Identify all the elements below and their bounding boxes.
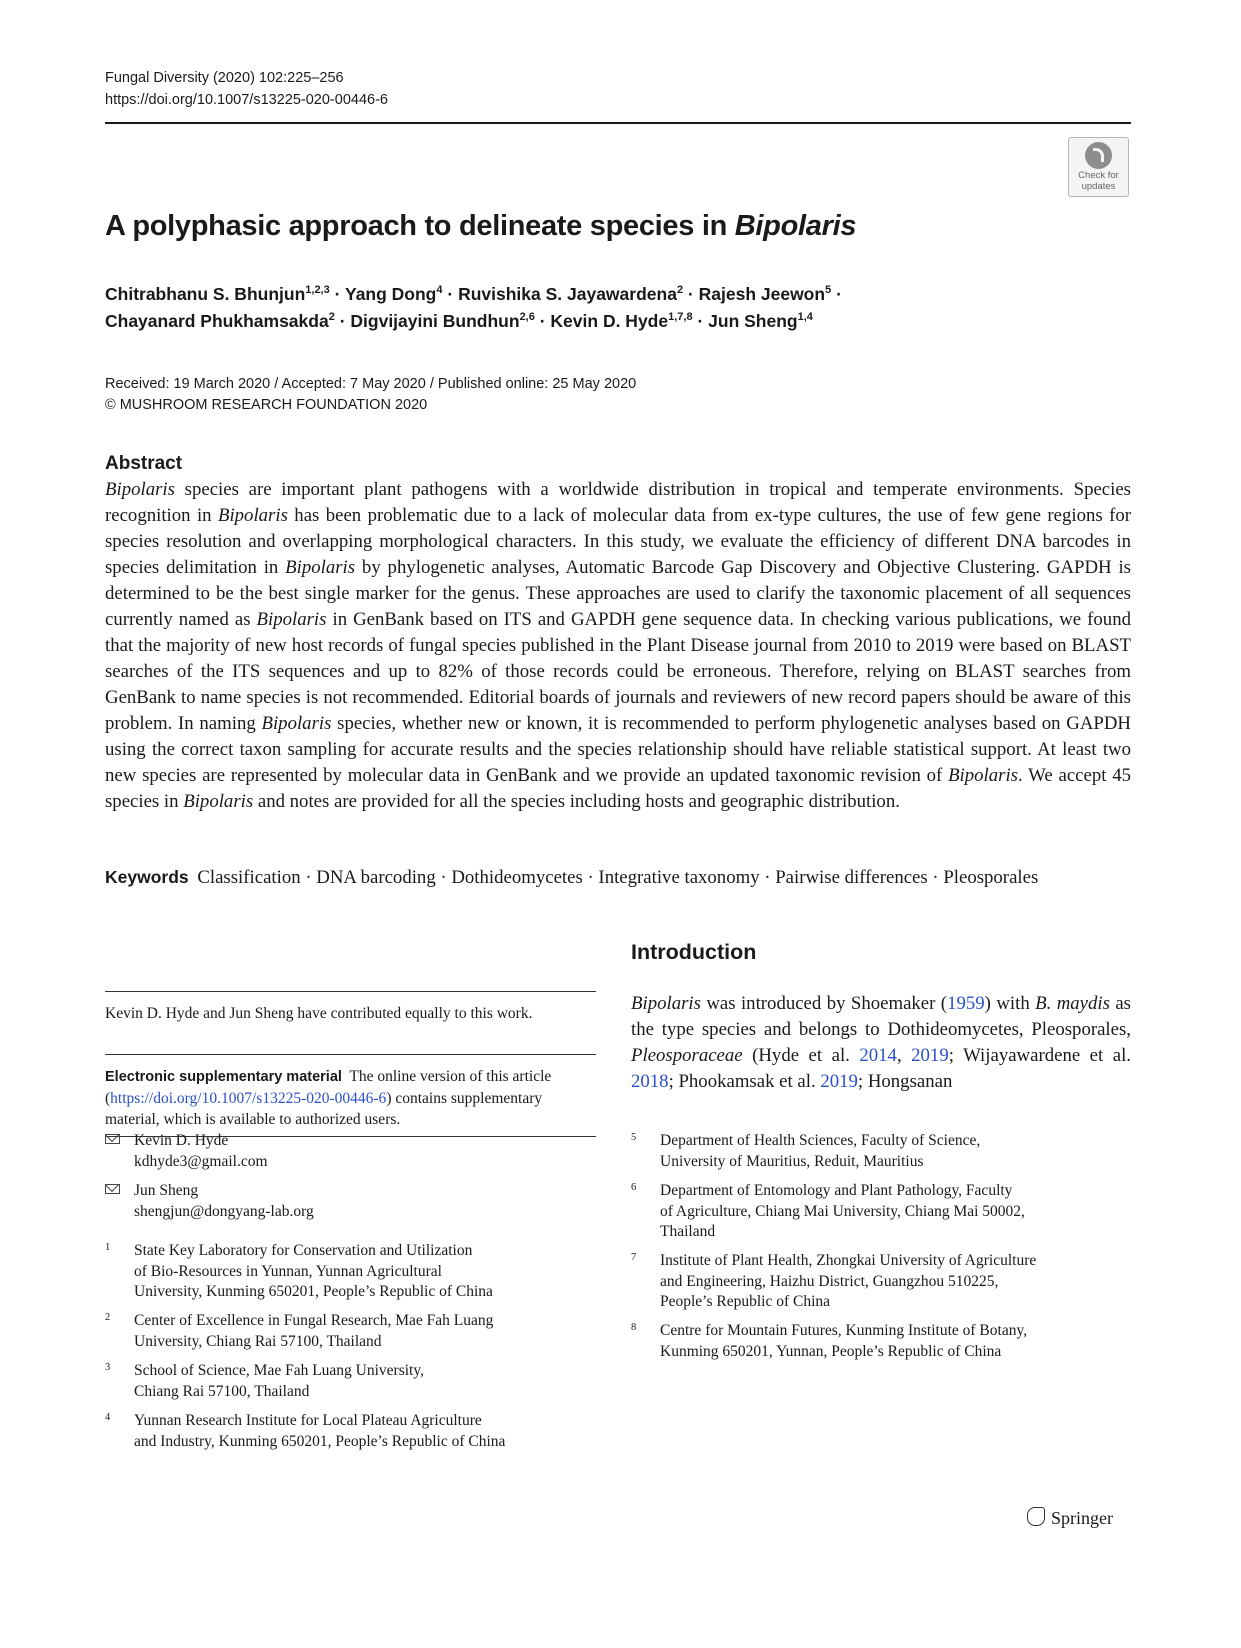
- author-affiliation-marks: 5: [825, 284, 832, 297]
- affiliation-line: Kunming 650201, Yunnan, People’s Republic of China: [660, 1342, 1002, 1360]
- author-name: Kevin D. Hyde: [550, 311, 669, 331]
- italic-term: Bipolaris: [631, 993, 701, 1014]
- affiliation-line: Department of Entomology and Plant Pathology, Faculty: [660, 1182, 1013, 1199]
- affiliation-line: Institute of Plant Health, Zhongkai University of Agriculture: [660, 1252, 1037, 1269]
- supplementary-note: Electronic supplementary material The online version of this article (https://doi.org/10.1007/s13225-020-00446-6) contains supplementary material, which is available to authorized users.: [105, 1068, 552, 1128]
- affiliation-number: 7: [631, 1252, 637, 1263]
- title-main: A polyphasic approach to delineate species in: [105, 210, 735, 242]
- text-run: ) with: [984, 993, 1036, 1014]
- envelope-icon: [105, 1184, 120, 1194]
- author-affiliation-marks: 2: [328, 311, 335, 324]
- text-run: (Hyde et al.: [742, 1045, 860, 1066]
- publication-dates: [105, 374, 636, 416]
- contact-email[interactable]: kdhyde3@gmail.com: [134, 1152, 268, 1170]
- affiliation-number: 4: [105, 1412, 111, 1423]
- affiliation-line: and Industry, Kunming 650201, People’s Republic of China: [134, 1432, 506, 1450]
- dates-line: Received: 19 March 2020 / Accepted: 7 May 2020 / Published online: 25 May 2020: [105, 376, 637, 392]
- badge-line1: Check for: [1078, 170, 1119, 181]
- contribution-note: Kevin D. Hyde and Jun Sheng have contributed equally to this work.: [105, 1005, 533, 1022]
- text-run: ,: [896, 1045, 912, 1066]
- text-run: as the type species and belongs to Dothideomycetes, Pleosporales,: [631, 993, 1131, 1040]
- author-affiliation-marks: 1,4: [797, 311, 813, 324]
- author-separator: ·: [329, 284, 345, 304]
- affiliation-line: University, Chiang Rai 57100, Thailand: [134, 1332, 382, 1350]
- author-name: Digvijayini Bundhun: [350, 311, 520, 331]
- footnote-rule: [105, 1054, 596, 1055]
- text-run: in GenBank based on ITS and GAPDH gene sequence data. In checking various publications, we found that the majority of new host records of fungal species published in the Plant Disease journal from 2010 to 2019 were based on BLAST searches of the ITS sequences and up to 82% of those records could be erroneous. Therefore, relying on BLAST searches from GenBank to name species is not recommended. Editorial boards of journals and reviewers of new record papers should be aware of this problem. In naming: [105, 609, 1131, 734]
- citation-link[interactable]: 2014: [859, 1045, 897, 1066]
- affiliation-number: 1: [105, 1242, 111, 1253]
- affiliation-line: People’s Republic of China: [660, 1293, 831, 1310]
- check-for-updates-badge[interactable]: [1068, 137, 1129, 197]
- italic-term: Bipolaris: [285, 557, 356, 578]
- text-run: has been problematic due to a lack of molecular data from ex-type cultures, the use of few gene regions for species resolution and overlapping morphological characters. In this study, we evaluate the efficiency of different DNA barcodes in species delimitation in: [105, 505, 1131, 578]
- italic-term: Bipolaris: [183, 791, 254, 812]
- introduction-heading: Introduction: [631, 940, 757, 964]
- italic-term: Pleosporaceae: [631, 1045, 743, 1066]
- contact-name: Kevin D. Hyde: [134, 1132, 229, 1149]
- italic-term: B. maydis: [1035, 993, 1110, 1014]
- esm-link[interactable]: https://doi.org/10.1007/s13225-020-00446-6: [110, 1090, 387, 1107]
- text-run: species are important plant pathogens with a worldwide distribution in tropical and temperate environments. Species recognition in: [105, 479, 1131, 526]
- springer-horse-icon: [1027, 1507, 1045, 1526]
- copyright-line: © MUSHROOM RESEARCH FOUNDATION 2020: [105, 397, 428, 413]
- author-separator: ·: [683, 284, 699, 304]
- author-affiliation-marks: 4: [436, 284, 443, 297]
- affiliation-number: 3: [105, 1362, 111, 1373]
- citation-link[interactable]: 2018: [631, 1071, 669, 1092]
- author-separator: ·: [442, 284, 459, 304]
- affiliation-line: Center of Excellence in Fungal Research, Mae Fah Luang: [134, 1312, 494, 1329]
- affiliation-line: of Agriculture, Chiang Mai University, Chiang Mai 50002,: [660, 1202, 1025, 1220]
- text-run: was introduced by Shoemaker (: [700, 993, 948, 1014]
- affiliation-line: Thailand: [660, 1223, 716, 1240]
- text-run: species, whether new or known, it is recommended to perform phylogenetic analyses based on GAPDH using the correct taxon sampling for accurate results and the species relationship should have reliable statistical support. At least two new species are represented by molecular data in GenBank and we provide an updated taxonomic revision of: [105, 713, 1131, 786]
- author-name: Chitrabhanu S. Bhunjun: [105, 284, 306, 304]
- affiliation-line: State Key Laboratory for Conservation and Utilization: [134, 1242, 473, 1259]
- citation-link[interactable]: 1959: [947, 993, 985, 1014]
- italic-term: Bipolaris: [948, 765, 1018, 786]
- affiliation-line: Department of Health Sciences, Faculty of Science,: [660, 1132, 981, 1149]
- text-run: ; Phookamsak et al.: [668, 1071, 821, 1092]
- introduction-body: [631, 991, 1131, 1095]
- footnote-rule: [105, 991, 596, 992]
- citation-link[interactable]: 2019: [820, 1071, 858, 1092]
- contact-name: Jun Sheng: [134, 1182, 199, 1199]
- affiliation-number: 6: [631, 1182, 637, 1193]
- paper-title: [105, 210, 856, 243]
- abstract-body: [105, 477, 1131, 815]
- author-separator: ·: [334, 311, 351, 331]
- header-rule: [105, 122, 1131, 124]
- keywords-list: Classification · DNA barcoding · Dothideomycetes · Integrative taxonomy · Pairwise differences · Pleosporales: [197, 867, 1039, 888]
- italic-term: Bipolaris: [261, 713, 332, 734]
- abstract-heading: Abstract: [105, 453, 183, 474]
- author-name: Chayanard Phukhamsakda: [105, 311, 329, 331]
- keywords: [105, 867, 1038, 889]
- title-genus: Bipolaris: [734, 210, 857, 242]
- text-run: by phylogenetic analyses, Automatic Barcode Gap Discovery and Objective Clustering. GAPDH is determined to be the best single marker for the genus. These approaches are used to clarify the taxonomic placement of all sequences currently named as: [105, 557, 1131, 630]
- affiliation-line: and Engineering, Haizhu District, Guangzhou 510225,: [660, 1272, 999, 1290]
- author-name: Ruvishika S. Jayawardena: [458, 284, 677, 304]
- italic-term: Bipolaris: [105, 479, 175, 500]
- citation-link[interactable]: 2019: [911, 1045, 949, 1066]
- affiliation-line: Centre for Mountain Futures, Kunming Institute of Botany,: [660, 1322, 1028, 1339]
- affiliation-line: Chiang Rai 57100, Thailand: [134, 1382, 310, 1400]
- esm-label: Electronic supplementary material: [105, 1069, 342, 1085]
- author-separator: ·: [534, 311, 551, 331]
- keywords-label: Keywords: [105, 867, 189, 887]
- check-for-updates-icon: [1085, 142, 1112, 169]
- badge-line2: updates: [1081, 181, 1116, 192]
- journal-header: [105, 67, 388, 111]
- doi-line: https://doi.org/10.1007/s13225-020-00446-6: [105, 92, 388, 108]
- affiliation-line: University, Kunming 650201, People’s Republic of China: [134, 1283, 493, 1300]
- text-run: . We accept 45 species in: [105, 765, 1132, 812]
- text-run: ; Wijayawardene et al.: [948, 1045, 1131, 1066]
- journal-citation: Fungal Diversity (2020) 102:225–256: [105, 70, 344, 86]
- contact-email[interactable]: shengjun@dongyang-lab.org: [134, 1202, 314, 1220]
- text-run: and notes are provided for all the species including hosts and geographic distribution.: [253, 791, 900, 812]
- affiliation-line: of Bio-Resources in Yunnan, Yunnan Agricultural: [134, 1262, 442, 1280]
- author-line-1: [105, 284, 842, 305]
- author-name: Yang Dong: [344, 284, 437, 304]
- author-affiliation-marks: 1,7,8: [668, 311, 693, 324]
- author-separator: ·: [692, 311, 709, 331]
- author-affiliation-marks: 2,6: [519, 311, 535, 324]
- author-name: Jun Sheng: [708, 311, 798, 331]
- affiliation-line: University of Mauritius, Reduit, Mauritius: [660, 1152, 924, 1170]
- italic-term: Bipolaris: [217, 505, 288, 526]
- author-name: Rajesh Jeewon: [698, 284, 826, 304]
- publisher-logo: [1027, 1507, 1113, 1529]
- affiliation-number: 5: [631, 1132, 637, 1143]
- author-line-2: [105, 311, 813, 332]
- publisher-name: Springer: [1051, 1508, 1113, 1528]
- author-affiliation-marks: 2: [676, 284, 684, 297]
- text-run: ; Hongsanan: [857, 1071, 953, 1092]
- envelope-icon: [105, 1134, 120, 1144]
- affiliation-number: 8: [631, 1322, 637, 1333]
- author-separator: ·: [831, 284, 842, 304]
- affiliation-number: 2: [105, 1312, 111, 1323]
- affiliation-line: Yunnan Research Institute for Local Plateau Agriculture: [134, 1412, 482, 1429]
- italic-term: Bipolaris: [256, 609, 327, 630]
- affiliation-line: School of Science, Mae Fah Luang University,: [134, 1362, 424, 1379]
- author-affiliation-marks: 1,2,3: [305, 284, 330, 297]
